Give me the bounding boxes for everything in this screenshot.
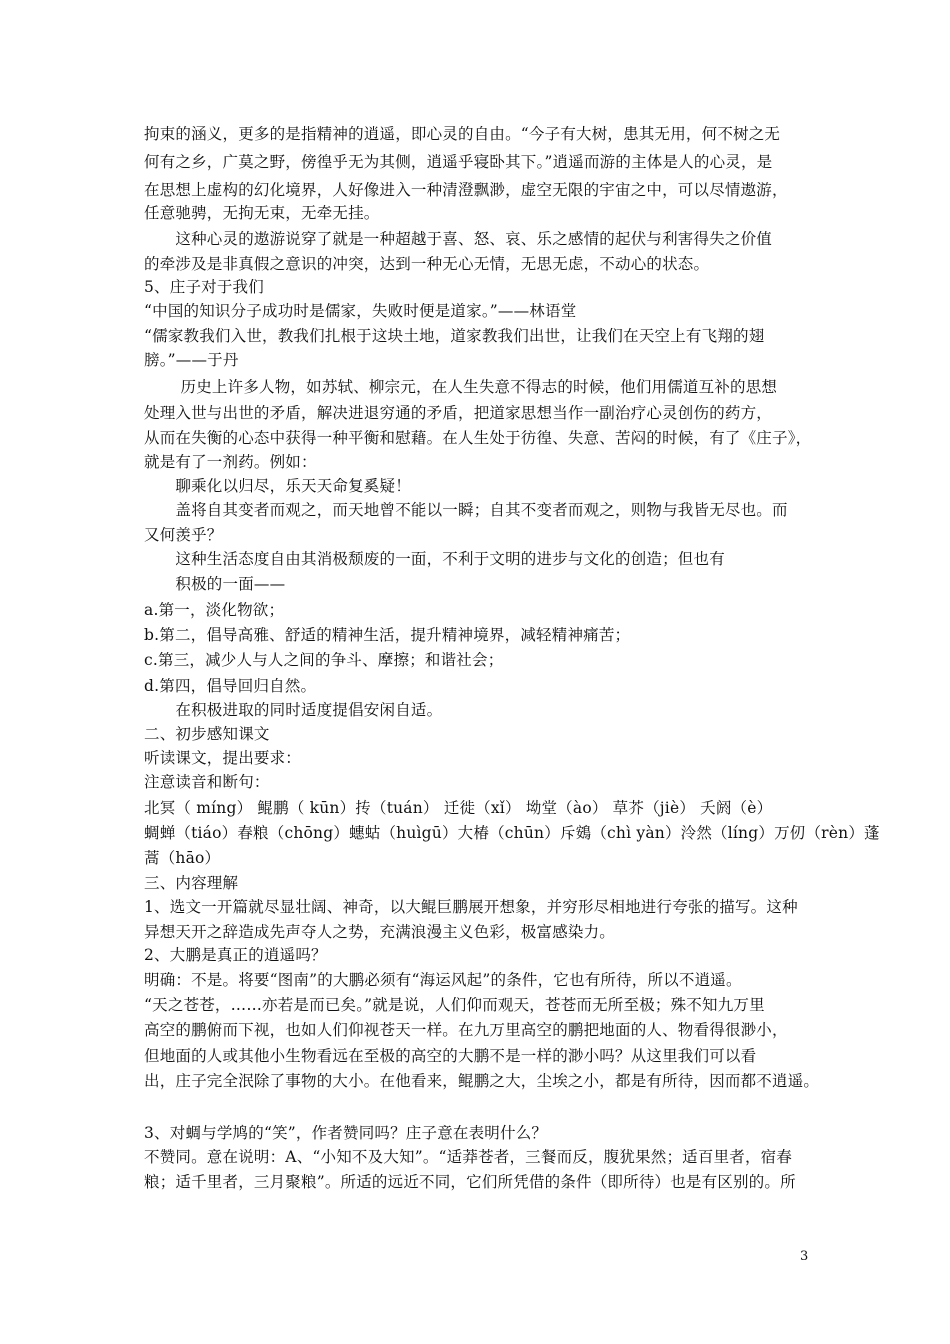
text-line: 注意读音和断句：: [144, 773, 270, 791]
text-line: 拘束的涵义，更多的是指精神的逍遥，即心灵的自由。“今子有大树，患其无用，何不树之无: [144, 125, 781, 143]
text-line: 就是有了一剂药。例如：: [144, 453, 317, 471]
text-line: 但地面的人或其他小生物看远在至极的高空的大鹏不是一样的渺小吗？从这里我们可以看: [144, 1047, 757, 1065]
text-line: 又何羡乎？: [144, 526, 223, 544]
text-line: 聊乘化以归尽，乐天天命复奚疑！: [144, 477, 411, 495]
section-heading: 5、庄子对于我们: [144, 278, 264, 296]
list-item: a.第一，淡化物欲；: [144, 601, 285, 619]
text-line: 高空的鹏俯而下视，也如人们仰视苍天一样。在九万里高空的鹏把地面的人、物看得很渺小，: [144, 1021, 788, 1039]
list-item: c.第三，减少人与人之间的争斗、摩擦；和谐社会；: [144, 651, 504, 669]
text-line: 积极的一面——: [144, 575, 286, 593]
text-line: 这种生活态度自由其消极颓废的一面，不利于文明的进步与文化的创造；但也有: [144, 550, 725, 568]
text-line: 异想天开之辞造成先声夺人之势，充满浪漫主义色彩，极富感染力。: [144, 923, 616, 941]
text-line: 任意驰骋，无拘无束，无牵无挂。: [144, 204, 380, 222]
quote-line: 膀。”——于丹: [144, 351, 239, 369]
quote-line: “儒家教我们入世，教我们扎根于这块土地，道家教我们出世，让我们在天空上有飞翔的翅: [144, 327, 765, 345]
pronunciation-line: 蜩蝉（tiáo）春粮（chōng）蟪蛄（huìgū）大椿（chūn）斥鴳（chì yàn）泠然（líng）万仞（rèn）蓬: [144, 824, 880, 842]
text-line: 何有之乡，广莫之野，傍徨乎无为其侧，逍遥乎寝卧其下。”逍遥而游的主体是人的心灵，是: [144, 153, 773, 171]
question-line: 2、大鹏是真正的逍遥吗？: [144, 946, 327, 964]
pronunciation-line: 蒿（hāo）: [144, 849, 221, 867]
text-line: 粮；适千里者，三月聚粮”。所适的远近不同，它们所凭借的条件（即所待）也是有区别的。所: [144, 1173, 796, 1191]
list-item: d.第四，倡导回归自然。: [144, 677, 317, 695]
page-number: 3: [800, 1249, 809, 1264]
text-line: 的牵涉及是非真假之意识的冲突，达到一种无心无情，无思无虑，不动心的状态。: [144, 255, 710, 273]
text-line: 出，庄子完全泯除了事物的大小。在他看来，鲲鹏之大，尘埃之小，都是有所待，因而都不逍遥。: [144, 1072, 820, 1090]
text-line: 明确：不是。将要“图南”的大鹏必须有“海运风起”的条件，它也有所待，所以不逍遥。: [144, 971, 742, 989]
text-line: 从而在失衡的心态中获得一种平衡和慰藉。在人生处于彷徨、失意、苦闷的时候，有了《庄子》，: [144, 429, 812, 447]
text-line: 历史上许多人物，如苏轼、柳宗元，在人生失意不得志的时候，他们用儒道互补的思想: [144, 378, 778, 396]
text-line: 在积极进取的同时适度提倡安闲自适。: [144, 701, 443, 719]
text-line: 听读课文，提出要求：: [144, 749, 302, 767]
list-item: b.第二，倡导高雅、舒适的精神生活，提升精神境界，减轻精神痛苦；: [144, 626, 631, 644]
section-heading: 三、内容理解: [144, 874, 239, 892]
text-line: 处理入世与出世的矛盾，解决进退穷通的矛盾，把道家思想当作一副治疗心灵创伤的药方，: [144, 404, 773, 422]
pronunciation-line: 北冥（ míng） 鲲鹏（ kūn）抟（tuán） 迁徙（xǐ） 坳堂（ào） 草芥（jiè） 夭阏（è）: [144, 799, 773, 817]
text-line: 1、选文一开篇就尽显壮阔、神奇，以大鲲巨鹏展开想象，并穷形尽相地进行夸张的描写。这种: [144, 898, 798, 916]
text-line: 这种心灵的遨游说穿了就是一种超越于喜、怒、哀、乐之感情的起伏与利害得失之价值: [144, 230, 773, 248]
text-line: 不赞同。意在说明：A、“小知不及大知”。“适莽苍者，三餐而反，腹犹果然；适百里者，宿春: [144, 1148, 793, 1166]
text-line: 盖将自其变者而观之，而天地曾不能以一瞬；自其不变者而观之，则物与我皆无尽也。而: [144, 501, 788, 519]
question-line: 3、对蜩与学鸠的“笑”，作者赞同吗？庄子意在表明什么？: [144, 1124, 548, 1142]
text-line: “天之苍苍，……亦若是而已矣。”就是说，人们仰而观天，苍苍而无所至极；殊不知九万里: [144, 996, 765, 1014]
section-heading: 二、初步感知课文: [144, 725, 270, 743]
quote-line: “中国的知识分子成功时是儒家，失败时便是道家。”——林语堂: [144, 302, 577, 320]
text-line: 在思想上虚构的幻化境界，人好像进入一种清澄飘渺，虚空无限的宇宙之中，可以尽情遨游，: [144, 181, 788, 199]
